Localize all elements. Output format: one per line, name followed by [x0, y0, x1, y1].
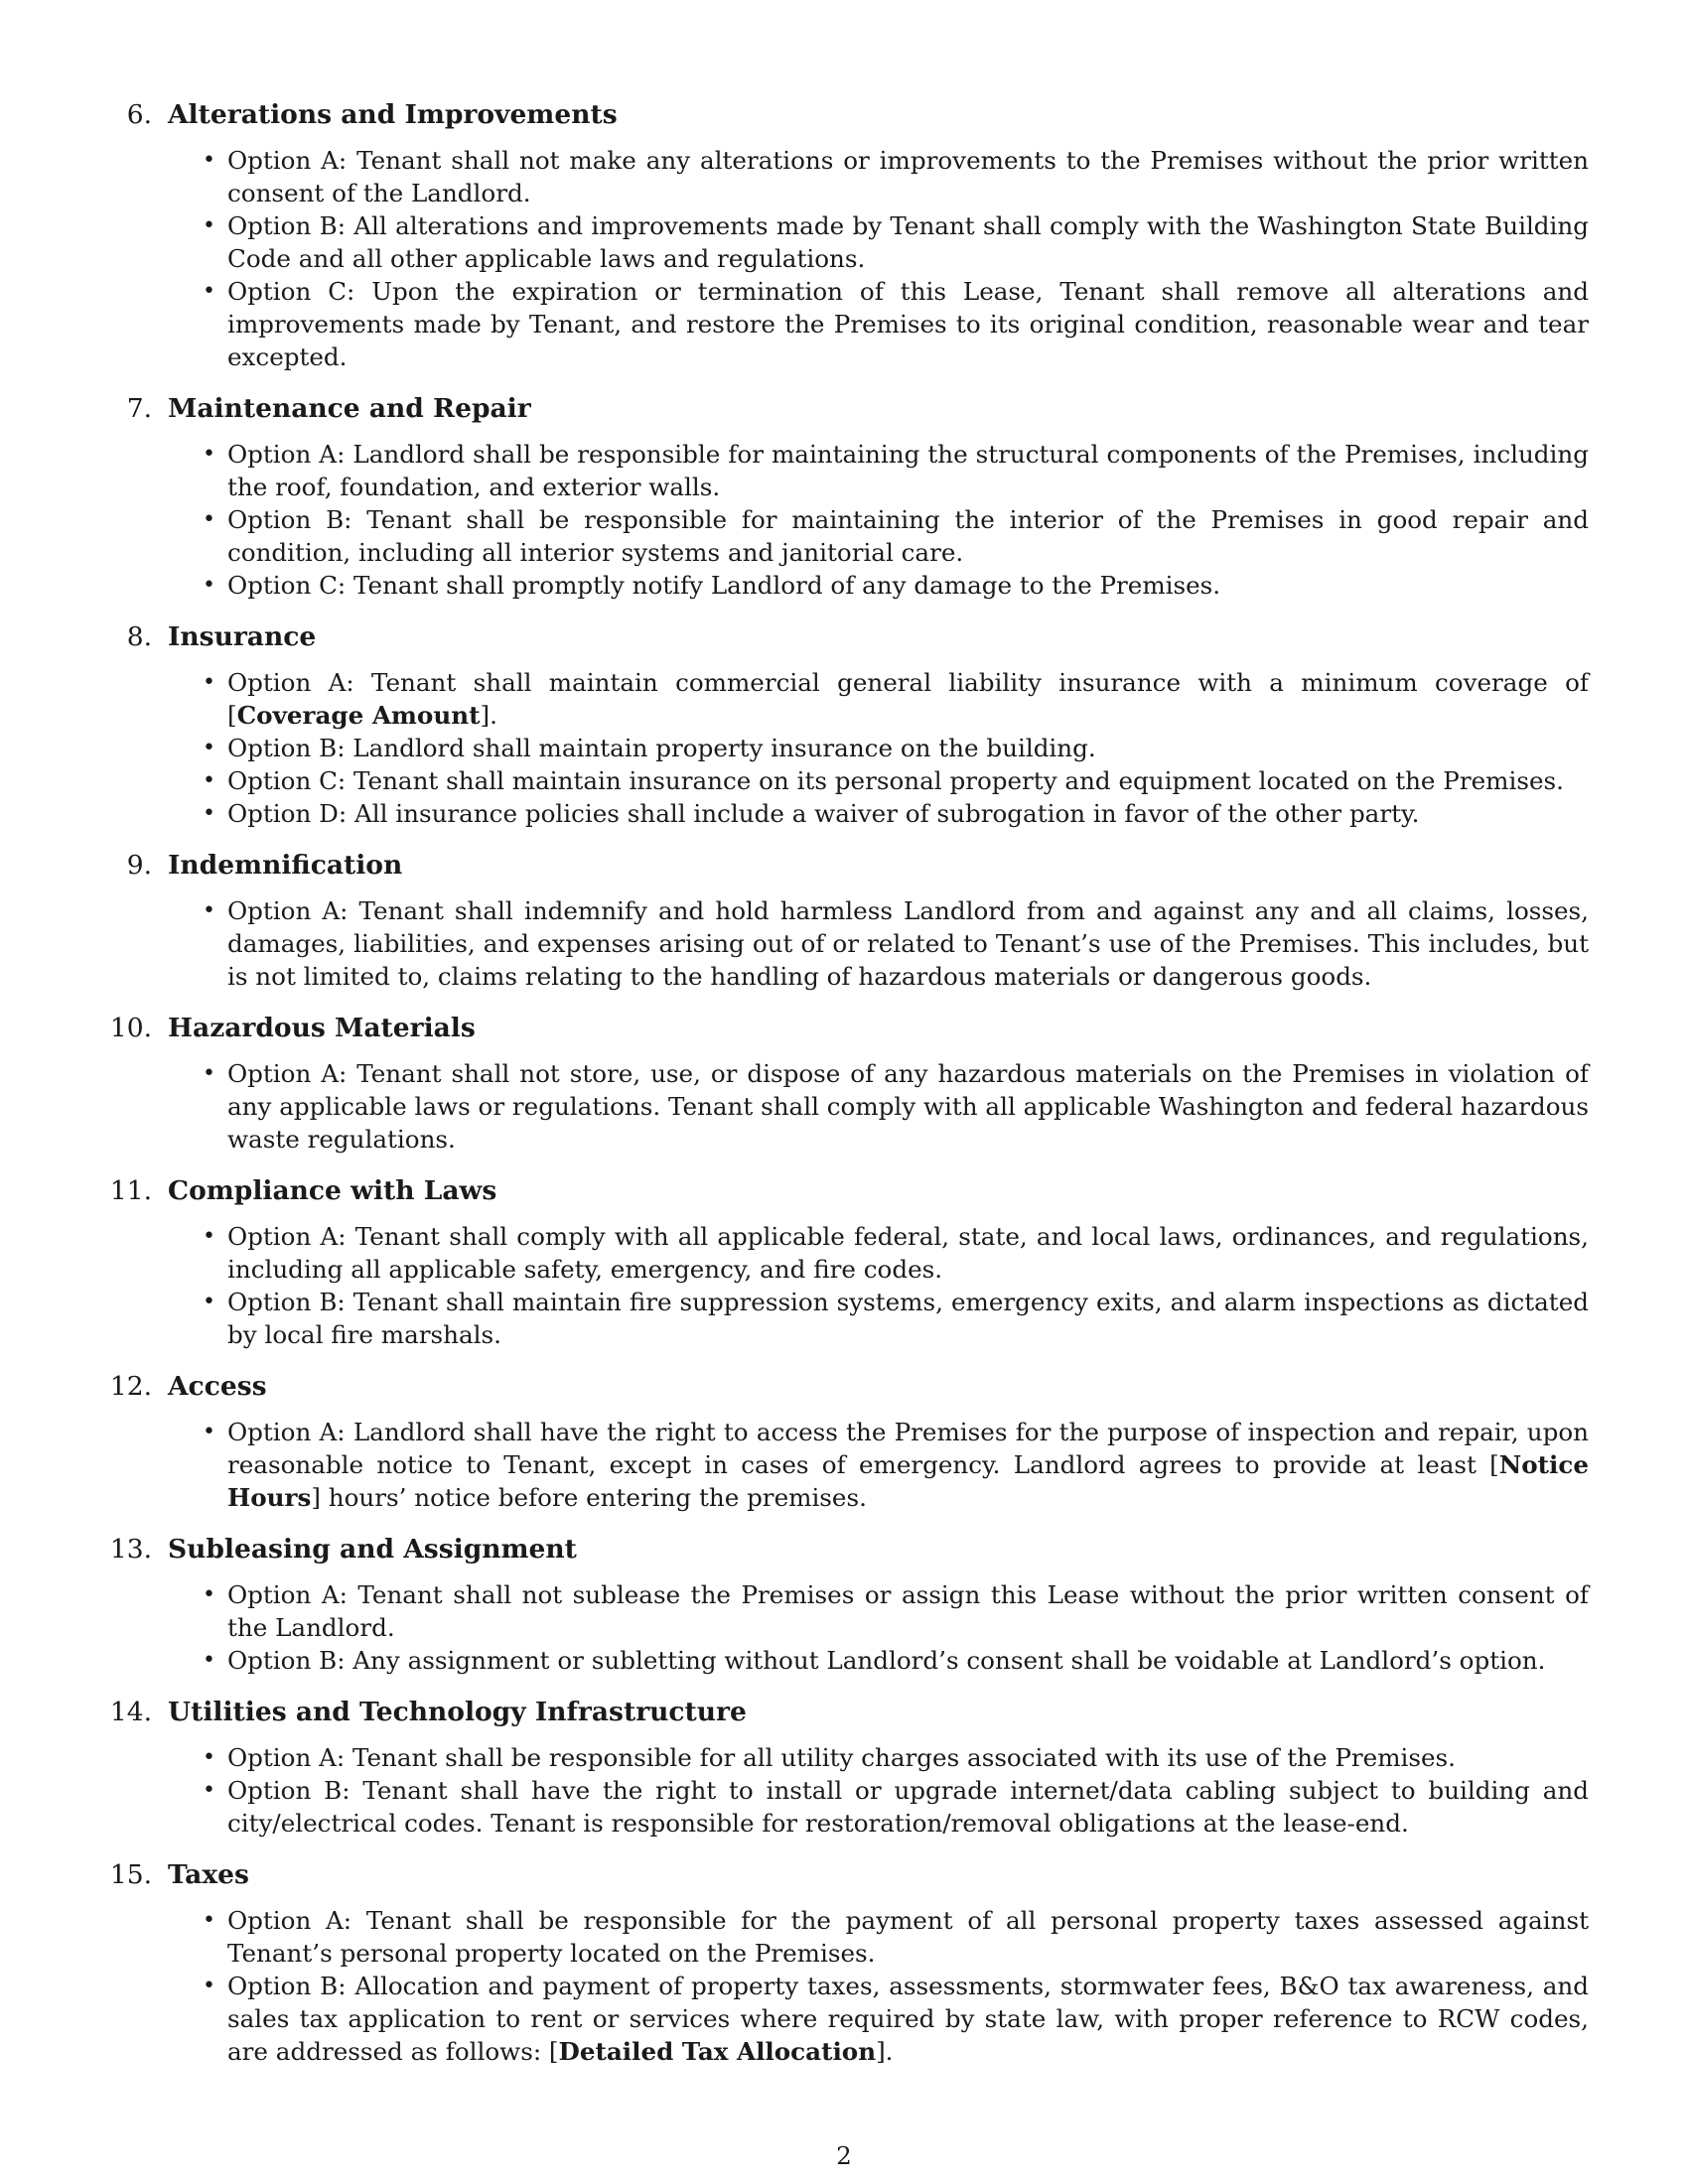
- option-item: [203, 1286, 1589, 1351]
- bullet-icon: •: [203, 1745, 215, 1770]
- section-number: 6.: [126, 99, 152, 130]
- bullet-icon: •: [203, 1778, 215, 1803]
- option-item: [203, 503, 1589, 569]
- option-text: Option A: Tenant shall not store, use, or dispose of any hazardous materials on the Premises in violation of any applicable laws or regulations. Tenant shall comply with all applicable Washington and federal hazardous waste regulations.: [227, 1059, 1590, 1154]
- section-heading: [0, 1693, 1688, 1732]
- section-title: Insurance: [168, 621, 317, 652]
- option-text: Option A: Tenant shall maintain commercial general liability insurance with a minimum coverage of [: [227, 668, 1589, 730]
- option-item: [203, 732, 1589, 764]
- section-title: Subleasing and Assignment: [168, 1534, 577, 1565]
- option-text: Option A: Tenant shall be responsible for the payment of all personal property taxes assessed against Tenant’s personal property located on the Premises.: [227, 1906, 1589, 1968]
- option-list: [0, 1904, 1688, 2068]
- option-text: Option A: Tenant shall not sublease the Premises or assign this Lease without the prior written consent of the Landlord.: [227, 1580, 1589, 1642]
- section-heading: [0, 95, 1688, 135]
- option-list: [0, 894, 1688, 993]
- option-list: [0, 666, 1688, 830]
- bullet-icon: •: [203, 573, 215, 598]
- section: [0, 1530, 1688, 1677]
- placeholder-field: Coverage Amount: [236, 701, 481, 730]
- bullet-icon: •: [203, 801, 215, 826]
- section-title: Maintenance and Repair: [168, 393, 531, 424]
- option-item: [203, 797, 1589, 830]
- section-number: 11.: [109, 1175, 152, 1206]
- section-title: Hazardous Materials: [168, 1013, 476, 1043]
- option-text: Option A: Tenant shall not make any alterations or improvements to the Premises without the prior written consent of the Landlord.: [227, 146, 1589, 207]
- section-heading: [0, 389, 1688, 429]
- option-text: Option B: Any assignment or subletting without Landlord’s consent shall be voidable at Landlord’s option.: [227, 1646, 1546, 1675]
- option-item: [203, 1644, 1589, 1677]
- section: [0, 1367, 1688, 1514]
- option-item: [203, 1416, 1589, 1514]
- bullet-icon: •: [203, 768, 215, 793]
- option-item: [203, 666, 1589, 732]
- option-item: [203, 275, 1589, 373]
- option-text: Option B: Tenant shall maintain fire suppression systems, emergency exits, and alarm inspections as dictated by local fire marshals.: [227, 1288, 1589, 1349]
- lease-sections: [0, 95, 1688, 2084]
- option-text: Option A: Tenant shall be responsible for all utility charges associated with its use of the Premises.: [227, 1743, 1457, 1772]
- section: [0, 1693, 1688, 1840]
- section-title: Utilities and Technology Infrastructure: [168, 1697, 747, 1727]
- bullet-icon: •: [203, 442, 215, 467]
- section-number: 12.: [109, 1371, 152, 1402]
- option-text: Option B: Tenant shall be responsible for maintaining the interior of the Premises in good repair and condition, including all interior systems and janitorial care.: [227, 505, 1589, 567]
- option-item: [203, 1578, 1589, 1644]
- section: [0, 617, 1688, 830]
- option-text: Option A: Landlord shall have the right to access the Premises for the purpose of inspection and repair, upon reasonable notice to Tenant, except in cases of emergency. Landlord agrees to provide at least [: [227, 1418, 1589, 1479]
- section-heading: [0, 1009, 1688, 1048]
- option-text: ] hours’ notice before entering the premises.: [311, 1483, 867, 1512]
- placeholder-field: Notice Hours: [227, 1450, 1589, 1512]
- section-title: Indemnification: [168, 850, 403, 881]
- option-item: [203, 209, 1589, 275]
- bullet-icon: •: [203, 670, 215, 695]
- section-title: Taxes: [168, 1859, 249, 1890]
- section-number: 7.: [126, 393, 152, 424]
- bullet-icon: •: [203, 1290, 215, 1314]
- option-text: Option B: All alterations and improvements made by Tenant shall comply with the Washington State Building Code and all other applicable laws and regulations.: [227, 211, 1589, 273]
- option-item: [203, 1057, 1590, 1156]
- option-text: Option B: Landlord shall maintain property insurance on the building.: [227, 734, 1096, 762]
- option-list: [0, 1220, 1688, 1351]
- section: [0, 1855, 1688, 2068]
- option-item: [203, 438, 1589, 503]
- option-text: Option B: Allocation and payment of property taxes, assessments, stormwater fees, B&O tax awareness, and sales tax application to rent or services where required by state law, with proper reference to RCW codes, are addressed as follows: [: [227, 1972, 1589, 2066]
- bullet-icon: •: [203, 1061, 215, 1086]
- option-list: [0, 1057, 1688, 1156]
- option-text: Option C: Tenant shall maintain insurance on its personal property and equipment located on the Premises.: [227, 766, 1564, 795]
- section: [0, 1009, 1688, 1156]
- bullet-icon: •: [203, 1908, 215, 1933]
- option-item: [203, 764, 1589, 797]
- section-number: 15.: [109, 1859, 152, 1890]
- section-heading: [0, 1855, 1688, 1895]
- section-title: Access: [168, 1371, 267, 1402]
- bullet-icon: •: [203, 1224, 215, 1249]
- option-text: Option A: Landlord shall be responsible for maintaining the structural components of the Premises, including the roof, foundation, and exterior walls.: [227, 440, 1589, 501]
- section-title: Compliance with Laws: [168, 1175, 497, 1206]
- section-number: 10.: [109, 1013, 152, 1043]
- option-list: [0, 1416, 1688, 1514]
- bullet-icon: •: [203, 279, 215, 304]
- section-number: 14.: [109, 1697, 152, 1727]
- option-item: [203, 569, 1589, 602]
- section-heading: [0, 846, 1688, 886]
- bullet-icon: •: [203, 213, 215, 238]
- section-heading: [0, 1530, 1688, 1570]
- option-item: [203, 1774, 1589, 1840]
- option-text: ].: [876, 2037, 894, 2066]
- option-list: [0, 438, 1688, 602]
- option-text: Option D: All insurance policies shall include a waiver of subrogation in favor of the other party.: [227, 799, 1420, 828]
- section-number: 13.: [109, 1534, 152, 1565]
- option-list: [0, 1578, 1688, 1677]
- page-number: 2: [836, 2141, 852, 2170]
- option-item: [203, 894, 1589, 993]
- option-item: [203, 1970, 1589, 2068]
- section-heading: [0, 1367, 1688, 1407]
- bullet-icon: •: [203, 1420, 215, 1444]
- option-text: ].: [480, 701, 497, 730]
- bullet-icon: •: [203, 898, 215, 923]
- bullet-icon: •: [203, 736, 215, 760]
- bullet-icon: •: [203, 1974, 215, 1998]
- option-item: [203, 1220, 1589, 1286]
- bullet-icon: •: [203, 1648, 215, 1673]
- option-text: Option A: Tenant shall comply with all applicable federal, state, and local laws, ordinances, and regulations, including all applicable safety, emergency, and fire codes.: [227, 1222, 1589, 1284]
- section: [0, 1171, 1688, 1351]
- option-list: [0, 1741, 1688, 1840]
- section: [0, 389, 1688, 602]
- option-text: Option A: Tenant shall indemnify and hold harmless Landlord from and against any and all claims, losses, damages, liabilities, and expenses arising out of or related to Tenant’s use of the Premises. This includes, but is not limited to, claims relating to the handling of hazardous materials or dangerous goods.: [227, 896, 1589, 991]
- bullet-icon: •: [203, 1582, 215, 1607]
- option-item: [203, 144, 1589, 209]
- option-text: Option C: Tenant shall promptly notify Landlord of any damage to the Premises.: [227, 571, 1221, 600]
- section-heading: [0, 617, 1688, 657]
- bullet-icon: •: [203, 148, 215, 173]
- section-number: 8.: [126, 621, 152, 652]
- placeholder-field: Detailed Tax Allocation: [558, 2037, 877, 2066]
- option-item: [203, 1904, 1589, 1970]
- section-title: Alterations and Improvements: [168, 99, 618, 130]
- section-heading: [0, 1171, 1688, 1211]
- option-text: Option B: Tenant shall have the right to install or upgrade internet/data cabling subject to building and city/electrical codes. Tenant is responsible for restoration/removal obligations at the lease-end.: [227, 1776, 1589, 1838]
- option-list: [0, 144, 1688, 373]
- section: [0, 846, 1688, 993]
- section-number: 9.: [126, 850, 152, 881]
- section: [0, 95, 1688, 373]
- option-item: [203, 1741, 1589, 1774]
- bullet-icon: •: [203, 507, 215, 532]
- option-text: Option C: Upon the expiration or termination of this Lease, Tenant shall remove all alterations and improvements made by Tenant, and restore the Premises to its original condition, reasonable wear and tear excepted.: [227, 277, 1589, 371]
